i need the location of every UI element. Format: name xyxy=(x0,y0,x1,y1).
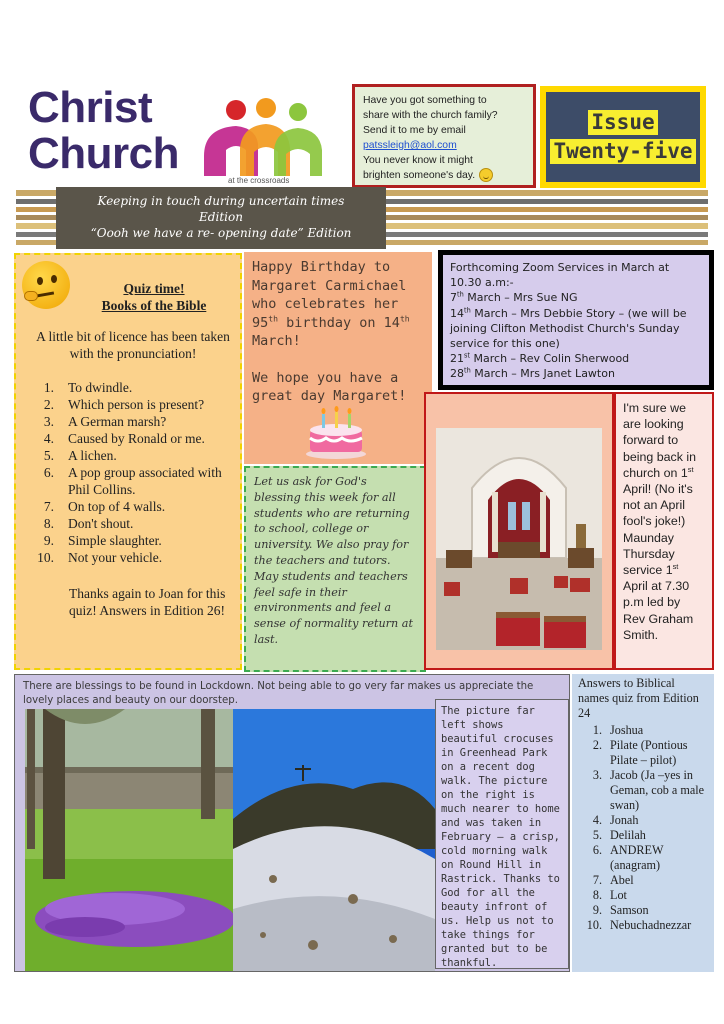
answer-item: 6. ANDREW (anagram) xyxy=(592,843,664,872)
logo-word-christ: Christ xyxy=(28,83,153,132)
answer-item: 5. Delilah xyxy=(592,828,646,842)
issue-label: Issue xyxy=(588,110,657,135)
birthday-wish: We hope you have a great day Margaret! xyxy=(252,369,407,404)
prayer-panel xyxy=(244,466,426,672)
banner-line: “Oooh we have a re- opening date” Edition xyxy=(90,226,352,240)
quiz-list xyxy=(28,379,238,566)
answer-item: 7. Abel xyxy=(592,873,634,887)
contact-box xyxy=(352,84,536,188)
answer-item: 1. Joshua xyxy=(592,723,644,737)
quiz-item: 2. Which person is present? xyxy=(43,397,205,412)
quiz-item: 3. A German marsh? xyxy=(43,414,167,429)
quiz-panel xyxy=(14,253,242,670)
quiz-item: 1. To dwindle. xyxy=(43,380,133,395)
smiley-icon xyxy=(479,168,493,182)
church-interior-photo xyxy=(436,428,602,650)
blessings-intro: There are blessings to be found in Lockdown. Not being able to go very far makes us appreciate the lovely places and beauty on our doorstep. xyxy=(23,681,534,706)
answers-panel xyxy=(572,674,714,972)
contact-line: Send it to me by email xyxy=(363,125,466,136)
birthday-cake-icon xyxy=(304,402,368,460)
zoom-services-panel xyxy=(438,250,714,390)
quiz-item: 7. On top of 4 walls. xyxy=(43,499,166,514)
quiz-title: Quiz time! Books of the Bible xyxy=(101,281,207,313)
zoom-service: 21st March – Rev Colin Sherwood xyxy=(450,351,630,366)
prayer-text: Let us ask for God's blessing this week for all students who are returning to school, college or university. We also pray for the teachers and tutors. May students and teachers feel safe in their environments and feel a sense of normality return at last. xyxy=(254,475,413,646)
answers-list xyxy=(578,723,708,933)
answer-item: 3. Jacob (Ja –yes in Geman, cob a male swan) xyxy=(592,768,705,812)
reopening-text: I'm sure we are looking forward to being back in church on 1st April! (No it's not an April fool's joke!) Maunday Thursday service 1st April at 7.30 p.m led by Rev Graham Smith. xyxy=(623,401,697,642)
contact-line: share with the church family? xyxy=(363,110,498,121)
zoom-service: 28th March – Mrs Janet Lawton xyxy=(450,366,615,381)
zoom-service: 7th March – Mrs Sue NG xyxy=(450,290,578,305)
contact-line: Have you got something to xyxy=(363,95,487,106)
people-figures-icon xyxy=(196,98,324,176)
round-hill-photo xyxy=(233,709,435,971)
photo-description: The picture far left shows beautiful crocuses in Greenhead Park on a recent dog walk. The picture on the right is much nearer to home and was taken in February – a crisp, cold morning walk on Round Hill in Rastrick. Thanks to God for all the beauty infront of us. Help us not to take things for granted but to be thankful. xyxy=(435,699,569,969)
email-link[interactable]: patssleigh@aol.com xyxy=(363,140,457,151)
quiz-item: 8. Don't shout. xyxy=(43,516,134,531)
church-photo-panel xyxy=(424,392,614,670)
issue-number: Twenty-five xyxy=(550,139,695,164)
banner-line: Keeping in touch during uncertain times xyxy=(97,194,345,208)
quiz-item: 6. A pop group associated with Phil Collins. xyxy=(43,465,222,497)
church-logo xyxy=(28,83,328,186)
quiz-item: 9. Simple slaughter. xyxy=(43,533,162,548)
reopening-panel xyxy=(614,392,714,670)
contact-line: brighten someone's day. xyxy=(363,170,476,181)
blessings-panel xyxy=(14,674,570,972)
thinking-face-icon xyxy=(22,261,70,309)
quiz-item: 5. A lichen. xyxy=(43,448,117,463)
quiz-thanks: Thanks again to Joan for this quiz! Answers in Edition 26! xyxy=(69,586,226,618)
logo-tagline: at the crossroads xyxy=(228,176,290,185)
issue-badge xyxy=(540,86,706,188)
birthday-panel xyxy=(244,252,432,464)
banner-line: Edition xyxy=(199,210,243,224)
answer-item: 9. Samson xyxy=(592,903,649,917)
quiz-item: 10. Not your vehicle. xyxy=(37,550,163,565)
quiz-intro: A little bit of licence has been taken with the pronunciation! xyxy=(36,329,230,361)
zoom-service: 14th March – Mrs Debbie Story – (we will be joining Clifton Methodist Church's Sunday service for this one) xyxy=(450,305,687,351)
birthday-message: Happy Birthday to Margaret Carmichael who celebrates her 95th birthday on 14th March! xyxy=(252,259,410,349)
crocus-park-photo xyxy=(25,709,237,971)
contact-line: You never know it might xyxy=(363,155,473,166)
edition-banner xyxy=(56,187,386,249)
zoom-heading: Forthcoming Zoom Services in March at 10.30 a.m:- xyxy=(450,261,670,290)
answer-item: 8. Lot xyxy=(592,888,627,902)
answer-item: 4. Jonah xyxy=(592,813,639,827)
quiz-item: 4. Caused by Ronald or me. xyxy=(43,431,205,446)
answers-heading: Answers to Biblical names quiz from Edition 24 xyxy=(578,676,699,720)
answer-item: 2. Pilate (Pontious Pilate – pilot) xyxy=(592,738,688,767)
answer-item: 10. Nebuchadnezzar xyxy=(586,918,692,932)
logo-word-church: Church xyxy=(28,129,179,178)
